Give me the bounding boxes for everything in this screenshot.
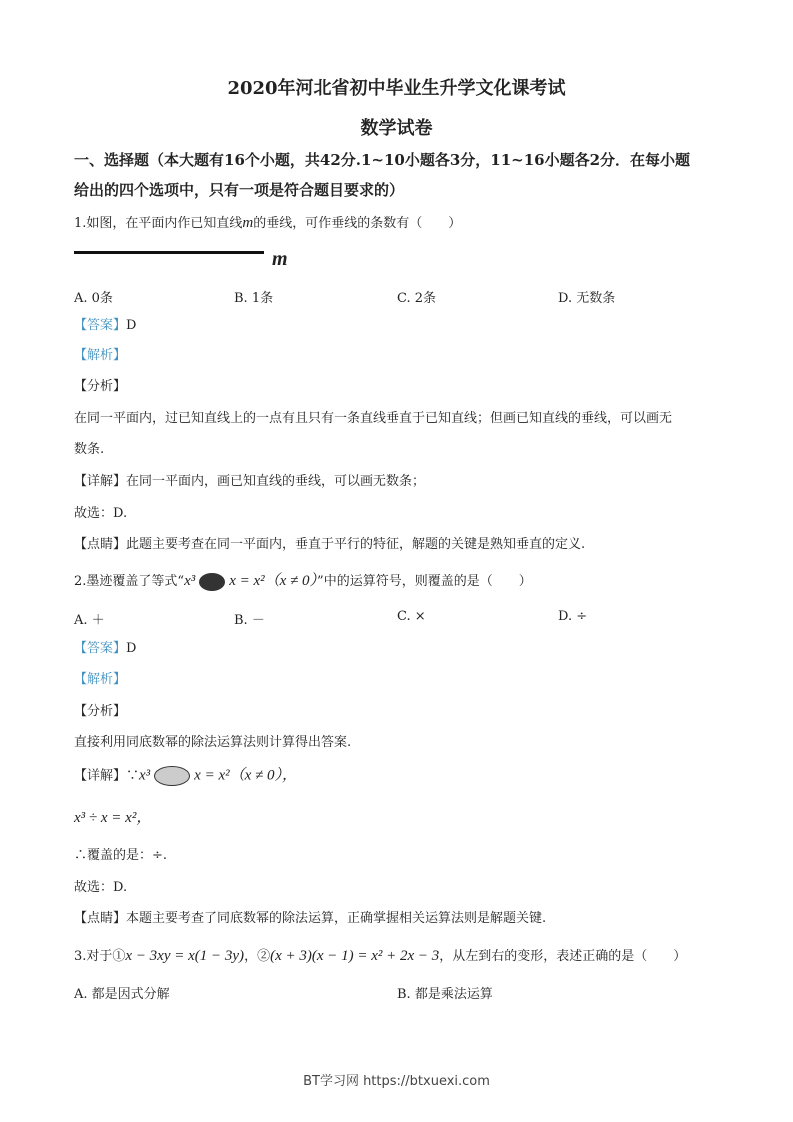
q1-option-d: D. 无数条 [558,291,616,306]
q2-stem-a: 2.墨迹覆盖了等式“ [74,574,185,589]
line-m-figure [74,251,264,254]
q2-equation [74,809,151,828]
q1-option-a: A. 0条 [74,291,113,306]
q3-stem-a: 3.对于① [74,949,126,964]
q2-stem [74,572,532,591]
section-heading-cont: 给出的四个选项中，只有一项是符合题目要求的） [74,181,405,199]
q1-stem-b: 的垂线，可作垂线的条数有（ ） [253,216,462,231]
q3-eq1: x − 3xy = x(1 − 3y) [125,948,245,964]
ink-blot-icon [199,573,225,591]
q2-eq-b: x = x²（x ≠ 0） [229,573,318,589]
grey-oval-icon [154,766,190,786]
exam-subtitle: 数学试卷 [360,118,433,139]
q1-comment: 【点睛】此题主要考查在同一平面内，垂直于平行的特征，解题的关键是熟知垂直的定义. [74,537,586,552]
q1-var: m [242,215,254,231]
q1-analysis: 在同一平面内，过已知直线上的一点有且只有一条直线垂直于已知直线；但画已知直线的垂线，可以画无 [74,411,673,426]
q1-option-b: B. 1条 [234,291,274,306]
q1-option-c: C. 2条 [397,291,437,306]
q2-detail-eq-a: x³ [139,767,151,784]
footer-watermark: BT学习网 https://btxuexi.com [303,1074,490,1089]
q2-answer [74,640,136,658]
line-m-label: m [272,248,288,270]
q3-sep: ，② [244,949,271,964]
section-heading: 一、选择题（本大题有16个小题，共42分.1~10小题各3分，11~16小题各2分．在每小题 [74,151,691,169]
q1-detail: 【详解】在同一平面内，画已知直线的垂线，可以画无数条； [74,474,426,489]
q2-fenxi: 【分析】 [74,704,127,719]
q2-detail-a: 【详解】∵ [74,768,140,784]
q2-analysis: 直接利用同底数幂的除法运算法则计算得出答案. [74,735,352,750]
q2-option-c: C. × [397,609,426,624]
q3-stem-b: ，从左到右的变形，表述正确的是（ ） [439,949,687,964]
q2-covered: ∴覆盖的是：÷. [74,848,168,863]
q2-detail-eq-b: x = x²（x ≠ 0）， [194,767,297,784]
q2-comment: 【点睛】本题主要考查了同底数幂的除法运算，正确掌握相关运算法则是解题关键. [74,911,547,926]
q1-fenxi: 【分析】 [74,379,127,394]
q2-detail [74,766,297,786]
q1-choose: 故选：D. [74,506,128,521]
q2-option-a: A. ＋ [74,613,105,628]
answer-value: D [126,318,137,333]
q1-analysis-cont: 数条. [74,442,105,457]
q1-jiexi: 【解析】 [74,348,127,363]
q1-stem [74,214,461,233]
exam-title: 2020年河北省初中毕业生升学文化课考试 [227,78,566,99]
q2-option-b: B. － [234,613,265,628]
q1-answer [74,317,136,335]
q2-eq-line: x³ ÷ x = x²， [74,810,152,826]
q3-option-b: B. 都是乘法运算 [397,987,493,1002]
q3-stem [74,947,686,966]
q2-jiexi: 【解析】 [74,672,127,687]
q3-option-a: A. 都是因式分解 [74,987,170,1002]
answer-tag: 【答案】 [74,318,127,333]
q2-eq-a: x³ [184,573,196,589]
answer-tag: 【答案】 [74,641,127,656]
q2-option-d: D. ÷ [558,609,588,624]
q3-eq2: (x + 3)(x − 1) = x² + 2x − 3 [270,948,440,964]
q1-stem-a: 1.如图，在平面内作已知直线 [74,216,243,231]
answer-value: D [126,641,137,656]
q2-choose: 故选：D. [74,880,128,895]
q2-stem-b: ”中的运算符号，则覆盖的是（ ） [317,574,532,589]
